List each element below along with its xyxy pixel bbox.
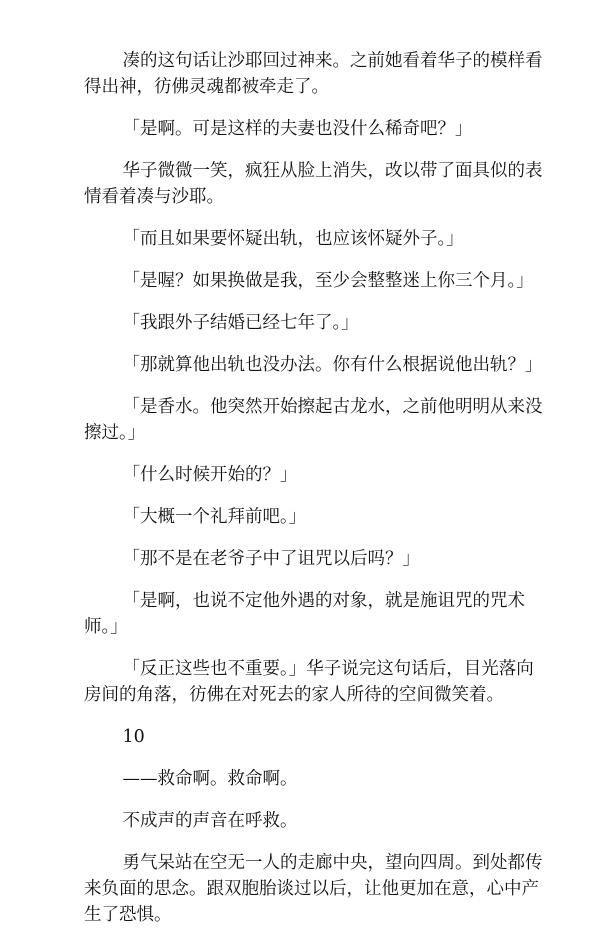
- paragraph-7: 「那就算他出轨也没办法。你有什么根据说他出轨？」: [122, 355, 543, 375]
- paragraph-15: 不成声的声音在呼救。: [122, 811, 298, 831]
- paragraph-12: 「是啊，也说不定他外遇的对象，就是施诅咒的咒术师。」: [84, 591, 525, 637]
- section-number: 10: [122, 727, 145, 747]
- paragraph-1: 凑的这句话让沙耶回过神来。之前她看着华子的模样看得出神，彷佛灵魂都被牵走了。: [84, 51, 543, 97]
- paragraph-6: 「我跟外子结婚已经七年了。」: [122, 313, 359, 333]
- paragraph-3: 华子微微一笑，疯狂从脸上消失，改以带了面具似的表情看着凑与沙耶。: [84, 161, 543, 207]
- paragraph-10: 「大概一个礼拜前吧。」: [122, 507, 307, 527]
- text-body: [84, 48, 544, 944]
- paragraph-13: 「反正这些也不重要。」华子说完这句话后，目光落向房间的角落，彷佛在对死去的家人所待的空间微笑着。: [84, 659, 534, 705]
- paragraph-2: 「是啊。可是这样的夫妻也没什么稀奇吧？」: [122, 119, 473, 139]
- paragraph-5: 「是喔？如果换做是我，至少会整整迷上你三个月。」: [122, 271, 534, 291]
- paragraph-9: 「什么时候开始的？」: [122, 465, 298, 485]
- paragraph-16: 勇气呆站在空无一人的走廊中央，望向四周。到处都传来负面的思念。跟双胞胎谈过以后，让他更加在意，心中产生了恐惧。: [84, 853, 543, 925]
- paragraph-8: 「是香水。他突然开始擦起古龙水，之前他明明从来没擦过。」: [84, 397, 543, 443]
- paragraph-4: 「而且如果要怀疑出轨，也应该怀疑外子。」: [122, 229, 464, 249]
- paragraph-14: ——救命啊。救命啊。: [122, 769, 298, 789]
- paragraph-11: 「那不是在老爷子中了诅咒以后吗？」: [122, 549, 420, 569]
